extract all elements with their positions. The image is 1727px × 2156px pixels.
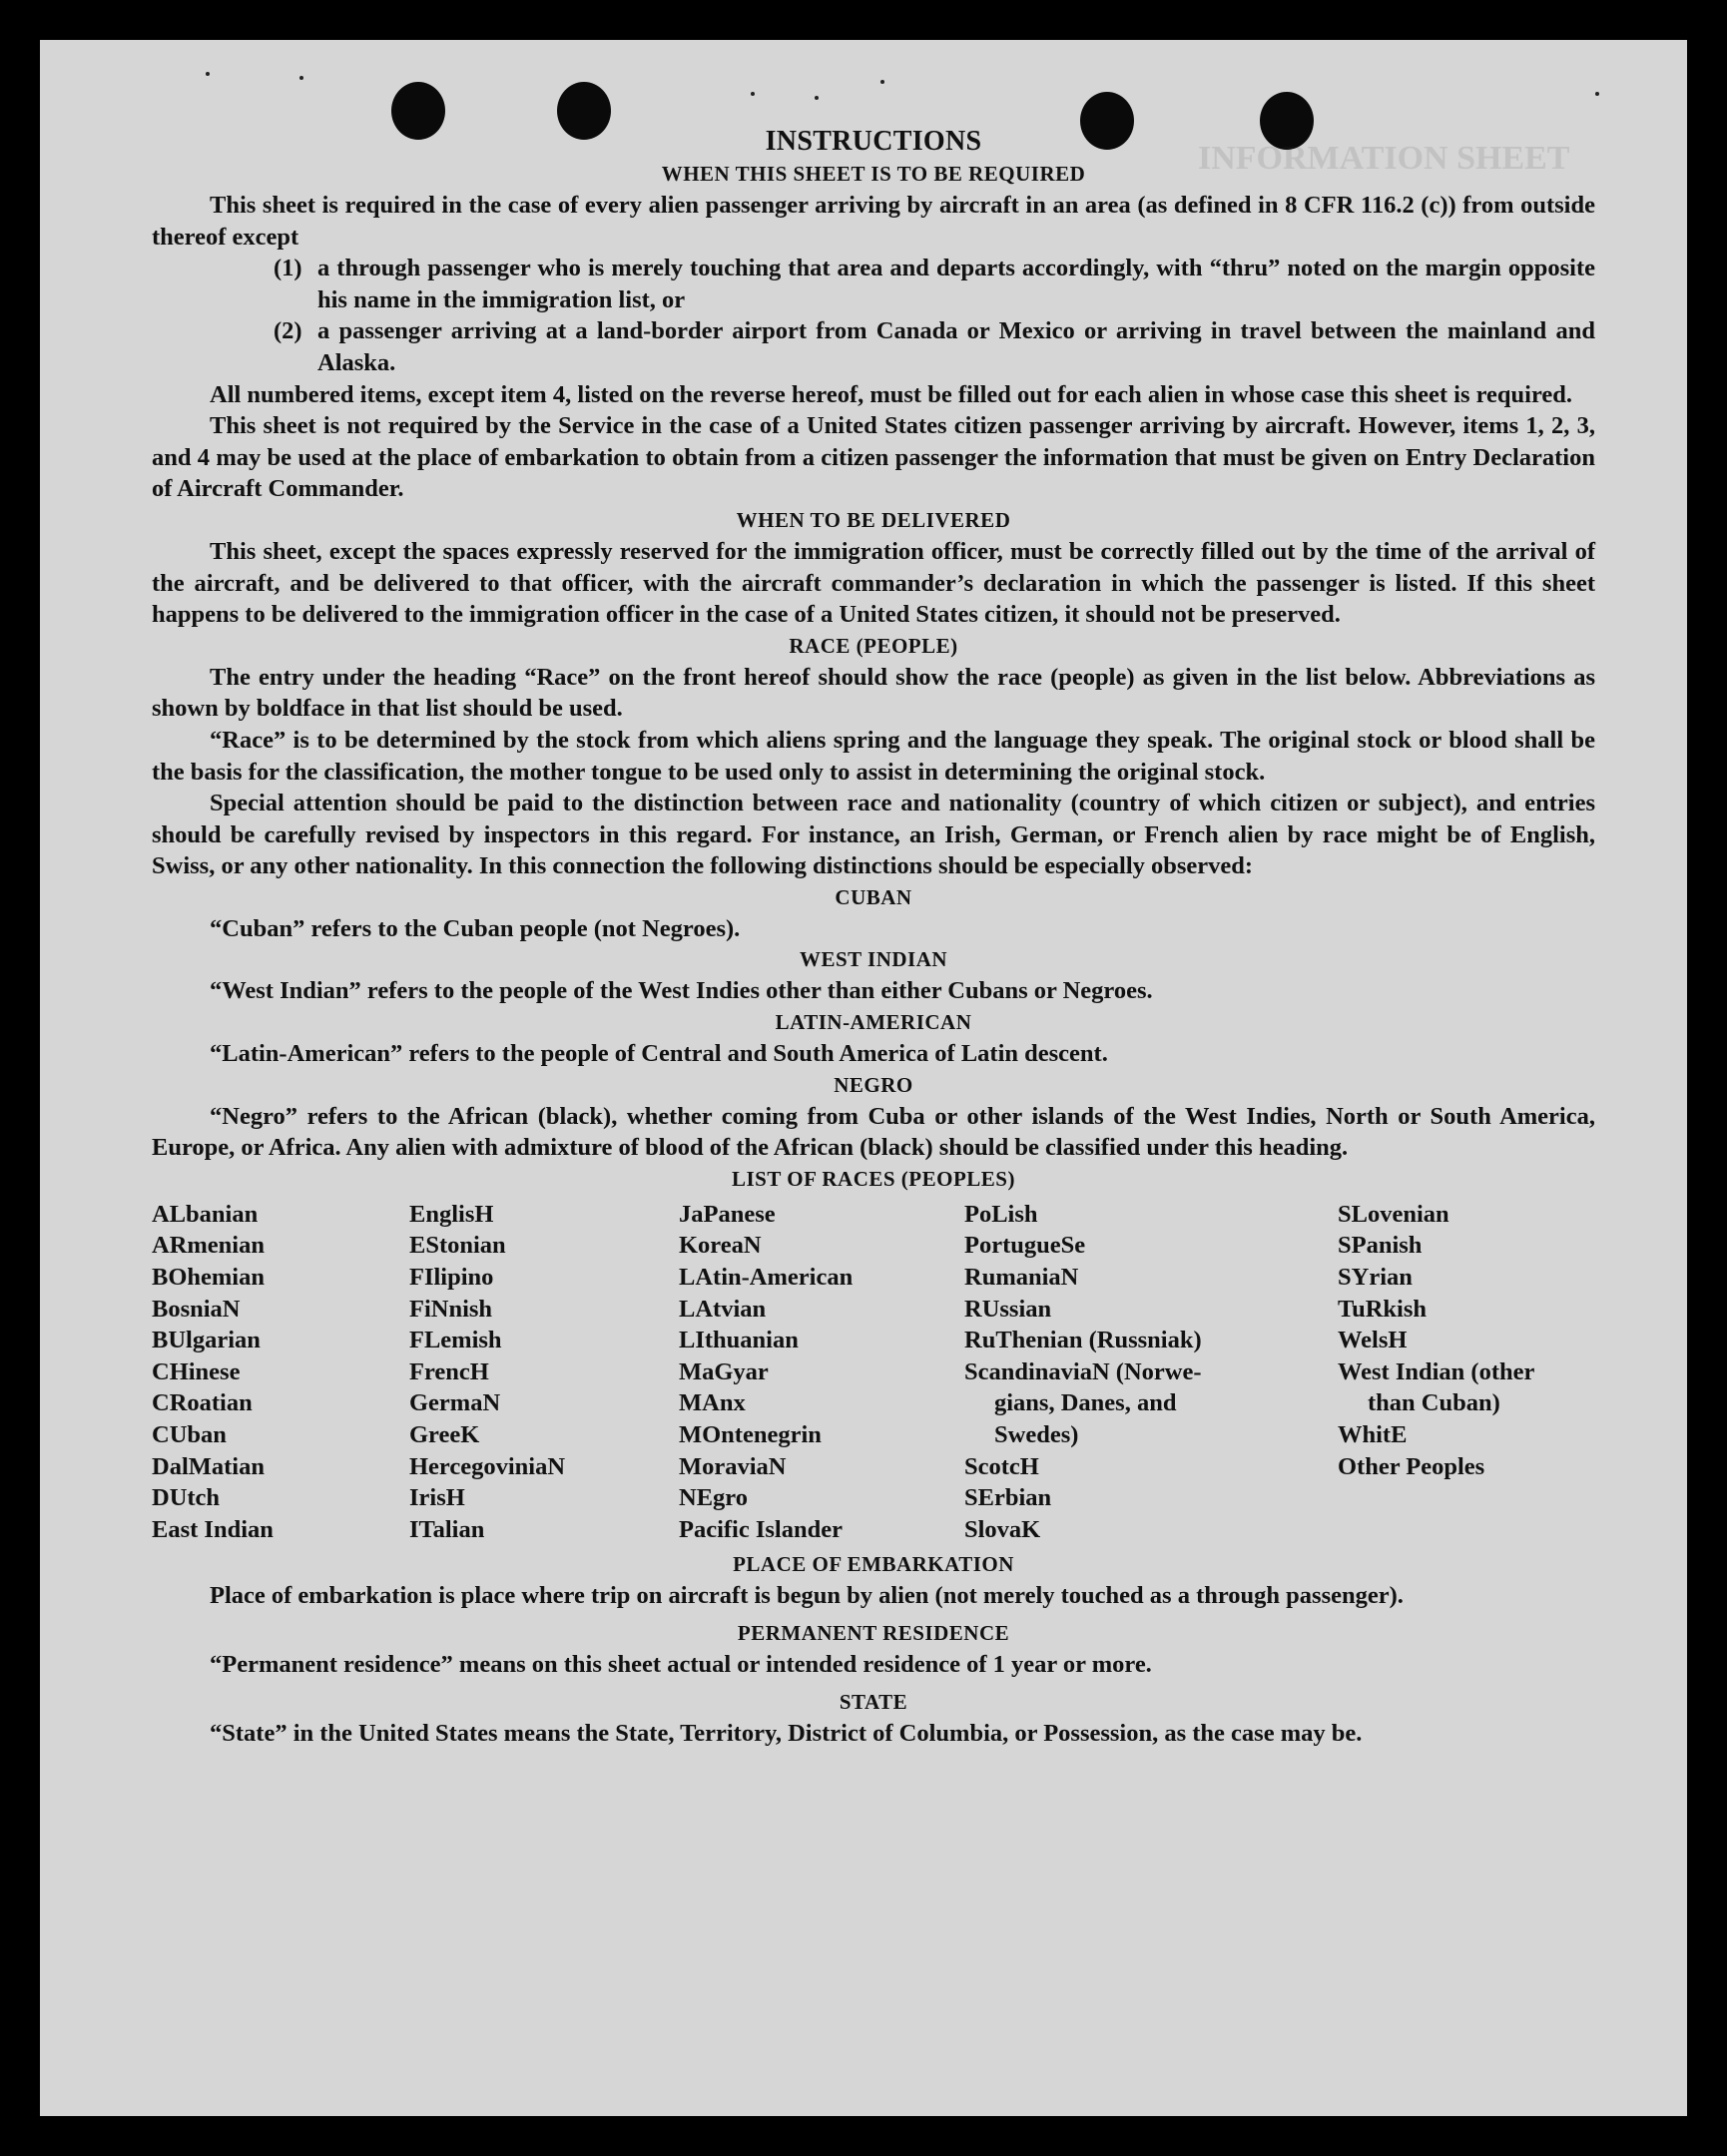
instructions-content [152,125,1595,1749]
paragraph-required-intro: This sheet is required in the case of every alien passenger arriving by aircraft in an area (as defined in 8 CFR 116.2 (c)) from outside thereof except [152,192,1595,251]
section-heading-delivered: WHEN TO BE DELIVERED [736,507,1011,532]
race-entry: KoreaN [679,1232,762,1260]
race-entry: BUlgarian [152,1327,261,1354]
document-page [40,40,1687,2116]
race-entry: DalMatian [152,1452,265,1480]
race-entry: DUtch [152,1484,221,1512]
race-entry: IrisH [409,1484,465,1512]
race-entry: BosniaN [152,1295,241,1323]
paper-speck [815,96,819,100]
race-entry: EnglisH [409,1200,494,1228]
section-heading-latin-american: LATIN-AMERICAN [775,1010,972,1035]
paragraph-west-indian: “West Indian” refers to the people of the West Indies other than either Cubans or Negroes. [210,977,1153,1005]
race-entry: West Indian (other [1338,1357,1535,1385]
paragraph-numbered-items: All numbered items, except item 4, listed on the reverse hereof, must be filled out for each alien in whose case this sheet is required. [210,380,1573,408]
race-entry: LAtin-American [679,1264,854,1292]
race-entry: SErbian [964,1484,1052,1512]
race-entry: Other Peoples [1338,1452,1485,1480]
race-entry: RUssian [964,1295,1052,1323]
race-entry: Pacific Islander [679,1515,843,1543]
race-entry: GreeK [409,1421,480,1448]
section-heading-west-indian: WEST INDIAN [799,947,948,972]
race-entry: WhitE [1338,1421,1408,1448]
paper-speck [206,72,210,76]
page-title: INSTRUCTIONS [765,126,982,157]
paragraph-delivered: This sheet, except the spaces expressly reserved for the immigration officer, must be correctly filled out by the time of the arrival of the aircraft, and be delivered to that officer, with the aircraft commander’s declaration in which the passenger is listed. If this sheet happens to be delivered to the immigration officer in the case of a United States citizen, it should not be preserved. [152,537,1595,629]
paper-speck [880,80,884,84]
paper-speck [751,92,755,96]
section-heading-race: RACE (PEOPLE) [789,633,958,658]
show-through-text: INFORMATION SHEET [1198,140,1570,177]
race-entry: PoLish [964,1200,1038,1228]
section-heading-negro: NEGRO [834,1072,913,1097]
paper-speck [299,76,303,80]
race-entry: FiNnish [409,1295,493,1323]
race-column-3 [679,1199,964,1546]
race-entry: ALbanian [152,1200,259,1228]
race-entry: SLovenian [1338,1200,1449,1228]
exception-text: a passenger arriving at a land-border airport from Canada or Mexico or arriving in travel between the mainland and Alaska. [317,317,1595,376]
paper-speck [1595,92,1599,96]
race-entry: ScandinaviaN (Norwe- [964,1357,1202,1385]
race-column-5 [1338,1199,1595,1546]
race-entry: SPanish [1338,1232,1423,1260]
race-entry: WelsH [1338,1327,1408,1354]
exception-number: (1) [274,255,302,282]
race-entry: CUban [152,1421,227,1448]
race-entry: RuThenian (Russniak) [964,1327,1202,1354]
race-entry: East Indian [152,1515,274,1543]
race-entry: TuRkish [1338,1295,1428,1323]
section-heading-cuban: CUBAN [835,884,912,909]
exception-item-1 [274,253,1595,315]
exception-text: a through passenger who is merely touching that area and departs accordingly, with “thru” noted on the margin opposite his name in the immigration list, or [317,255,1595,313]
section-heading-permanent-residence: PERMANENT RESIDENCE [737,1620,1010,1645]
race-list [152,1199,1595,1546]
race-entry: MoraviaN [679,1452,787,1480]
race-entry: BOhemian [152,1264,265,1292]
paragraph-race-1: The entry under the heading “Race” on the front hereof should show the race (people) as given in the list below. Abbreviations as shown by boldface in that list should be used. [152,663,1595,723]
race-entry: SYrian [1338,1264,1413,1292]
race-entry-continuation: Swedes) [994,1421,1079,1448]
race-entry: MAnx [679,1389,746,1417]
race-column-4 [964,1199,1338,1546]
race-entry: HercegoviniaN [409,1452,566,1480]
paragraph-permanent-residence: “Permanent residence” means on this sheet actual or intended residence of 1 year or more. [210,1650,1152,1678]
race-entry: CHinese [152,1357,241,1385]
section-heading-list-of-races: LIST OF RACES (PEOPLES) [732,1166,1015,1191]
race-entry-continuation: than Cuban) [1368,1389,1500,1417]
race-entry: MaGyar [679,1357,769,1385]
paragraph-citizen: This sheet is not required by the Service in the case of a United States citizen passenger arriving by aircraft. However, items 1, 2, 3, and 4 may be used at the place of embarkation to obtain from a citizen passenger the information that must be given on Entry Declaration of Aircraft Commander. [152,412,1595,503]
section-heading-state: STATE [839,1689,908,1714]
race-entry: JaPanese [679,1200,776,1228]
race-column-1 [152,1199,409,1546]
race-column-2 [409,1199,679,1546]
race-entry: LAtvian [679,1295,767,1323]
paragraph-embarkation: Place of embarkation is place where trip on aircraft is begun by alien (not merely touched as a through passenger). [210,1582,1404,1610]
race-entry: PortugueSe [964,1232,1086,1260]
paragraph-negro: “Negro” refers to the African (black), whether coming from Cuba or other islands of the West Indies, North or South America, Europe, or Africa. Any alien with admixture of blood of the African (black) should be classified under this heading. [152,1102,1595,1162]
race-entry-continuation: gians, Danes, and [994,1389,1177,1417]
exception-number: (2) [274,317,302,345]
paragraph-latin-american: “Latin-American” refers to the people of Central and South America of Latin descent. [210,1040,1108,1068]
race-entry: ScotcH [964,1452,1039,1480]
race-entry: RumaniaN [964,1264,1079,1292]
paragraph-state: “State” in the United States means the State, Territory, District of Columbia, or Possession, as the case may be. [210,1719,1363,1747]
race-entry: ARmenian [152,1232,265,1260]
race-entry: CRoatian [152,1389,253,1417]
race-entry: FIlipino [409,1264,494,1292]
paragraph-cuban: “Cuban” refers to the Cuban people (not Negroes). [210,914,741,942]
race-entry: SlovaK [964,1515,1041,1543]
race-entry: GermaN [409,1389,501,1417]
race-entry: NEgro [679,1484,748,1512]
race-entry: MOntenegrin [679,1421,822,1448]
race-entry: FrencH [409,1357,489,1385]
exception-item-2 [274,315,1595,378]
race-entry: EStonian [409,1232,506,1260]
section-heading-embarkation: PLACE OF EMBARKATION [733,1552,1014,1577]
race-entry: ITalian [409,1515,485,1543]
section-heading-when-required: WHEN THIS SHEET IS TO BE REQUIRED [661,162,1086,186]
paragraph-race-3: Special attention should be paid to the distinction between race and nationality (country of which citizen or subject), and entries should be carefully revised by inspectors in this regard. For instance, an Irish, German, or French alien by race might be of English, Swiss, or any other nationality. In this connection the following distinctions should be especially observed: [152,790,1595,880]
race-entry: FLemish [409,1327,502,1354]
paragraph-race-2: “Race” is to be determined by the stock from which aliens spring and the language they speak. The original stock or blood shall be the basis for the classification, the mother tongue to be used only to assist in determining the original stock. [152,726,1595,786]
race-entry: LIthuanian [679,1327,799,1354]
